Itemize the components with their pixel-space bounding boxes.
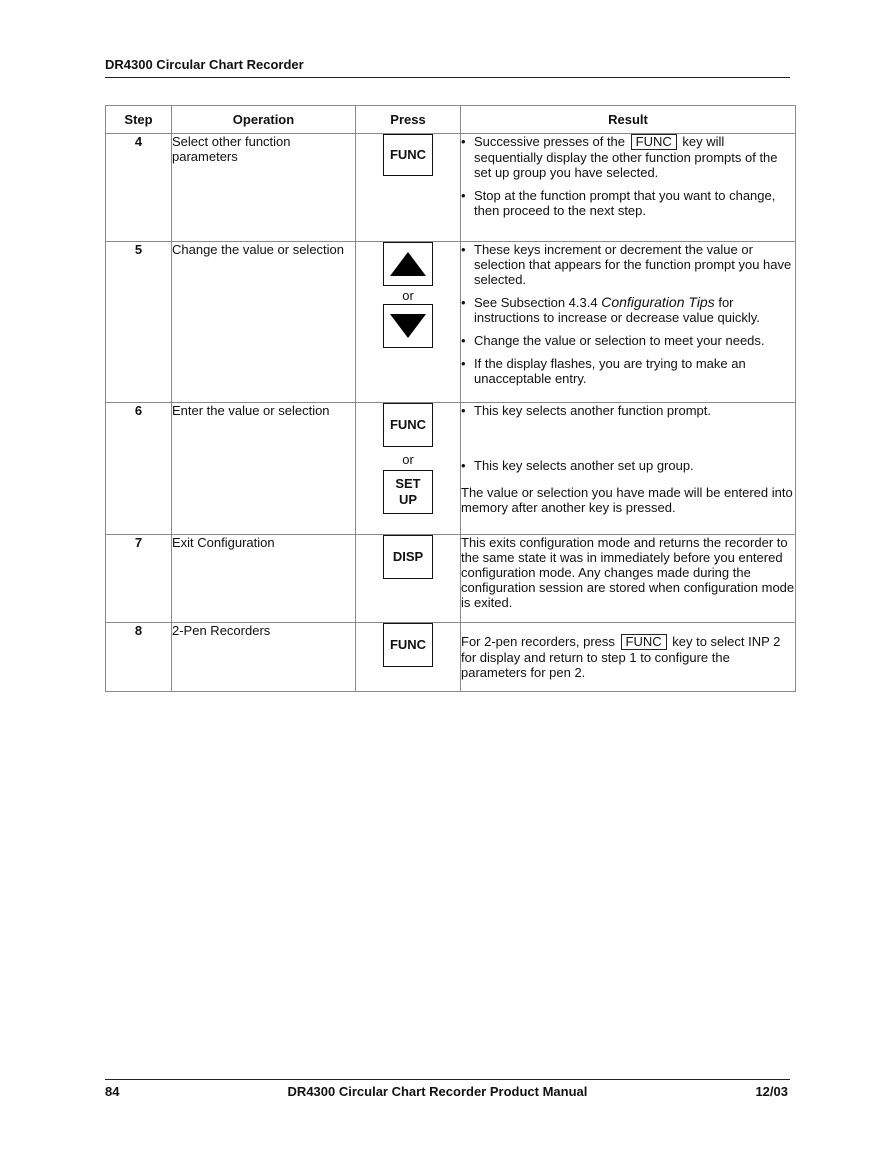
page-header-title: DR4300 Circular Chart Recorder [105, 57, 304, 72]
table-row [106, 134, 796, 242]
column-header-press: Press [356, 106, 461, 134]
setup-key-line2: UP [398, 492, 418, 507]
column-header-step: Step [106, 106, 172, 134]
result-bullet [461, 295, 795, 325]
inline-func-key: FUNC [631, 134, 677, 150]
result-note: The value or selection you have made will be entered into memory after another key is pressed. [461, 485, 793, 515]
table-row [106, 623, 796, 692]
press-cell [356, 535, 461, 623]
configuration-tips-reference: Configuration Tips [601, 294, 715, 310]
column-header-result: Result [461, 106, 796, 134]
result-text: See Subsection 4.3.4 [474, 295, 598, 310]
step-number: 4 [106, 134, 172, 242]
result-text: for instructions to increase or decrease value quickly. [474, 295, 760, 325]
step-number: 5 [106, 242, 172, 403]
footer-rule [105, 1079, 790, 1080]
func-key: FUNC [383, 403, 433, 447]
manual-title: DR4300 Circular Chart Recorder Product Manual [287, 1084, 588, 1099]
configuration-steps-table [105, 105, 796, 692]
result-text: This exits configuration mode and returns the recorder to the same state it was in immediately before you entered configuration mode. Any changes made during the configuration session are stored when configuration mode is exited. [461, 535, 795, 610]
page-number: 84 [105, 1084, 120, 1099]
result-cell [461, 403, 796, 535]
operation-text: Change the value or selection [172, 242, 356, 403]
page-footer [105, 1084, 788, 1099]
operation-text: Enter the value or selection [172, 403, 356, 535]
result-bullet [461, 134, 795, 180]
or-label: or [402, 452, 414, 467]
result-bullet: • Change the value or selection to meet your needs. [461, 333, 795, 348]
table-header-row [106, 106, 796, 134]
table-row [106, 242, 796, 403]
result-cell [461, 242, 796, 403]
result-text [461, 634, 795, 680]
func-key: FUNC [383, 623, 433, 667]
up-arrow-icon [390, 252, 426, 276]
setup-key-line1: SET [395, 476, 421, 491]
table-row [106, 403, 796, 535]
header-rule [105, 77, 790, 78]
step-number: 8 [106, 623, 172, 692]
result-cell [461, 134, 796, 242]
down-arrow-key [383, 304, 433, 348]
inline-func-key: FUNC [621, 634, 667, 650]
publication-date: 12/03 [755, 1084, 788, 1099]
disp-key: DISP [383, 535, 433, 579]
result-bullet: • Stop at the function prompt that you want to change, then proceed to the next step. [461, 188, 795, 218]
result-bullet: • This key selects another function prompt. [461, 403, 795, 418]
step-number: 6 [106, 403, 172, 535]
result-bullet: • These keys increment or decrement the value or selection that appears for the function prompt you have selected. [461, 242, 795, 287]
operation-text: Exit Configuration [172, 535, 356, 623]
result-bullet: • If the display flashes, you are trying to make an unacceptable entry. [461, 356, 795, 386]
column-header-operation: Operation [172, 106, 356, 134]
up-arrow-key [383, 242, 433, 286]
table-row [106, 535, 796, 623]
setup-key [383, 470, 433, 514]
step-number: 7 [106, 535, 172, 623]
down-arrow-icon [390, 314, 426, 338]
result-text-post: key to select INP 2 for display and return to step 1 to configure the parameters for pen 2. [461, 634, 781, 680]
press-cell [356, 242, 461, 403]
result-text-pre: For 2-pen recorders, press [461, 634, 615, 649]
result-text: Successive presses of the [474, 134, 626, 149]
press-cell [356, 134, 461, 242]
operation-text: 2-Pen Recorders [172, 623, 356, 692]
result-bullet: • This key selects another set up group. [461, 458, 795, 473]
result-text: key will sequentially display the other function prompts of the set up group you have selected. [474, 134, 778, 180]
func-key: FUNC [383, 134, 433, 176]
press-cell [356, 403, 461, 535]
press-cell [356, 623, 461, 692]
operation-text: Select other function parameters [172, 134, 356, 242]
or-label: or [402, 288, 414, 303]
result-cell [461, 623, 796, 692]
result-cell [461, 535, 796, 623]
